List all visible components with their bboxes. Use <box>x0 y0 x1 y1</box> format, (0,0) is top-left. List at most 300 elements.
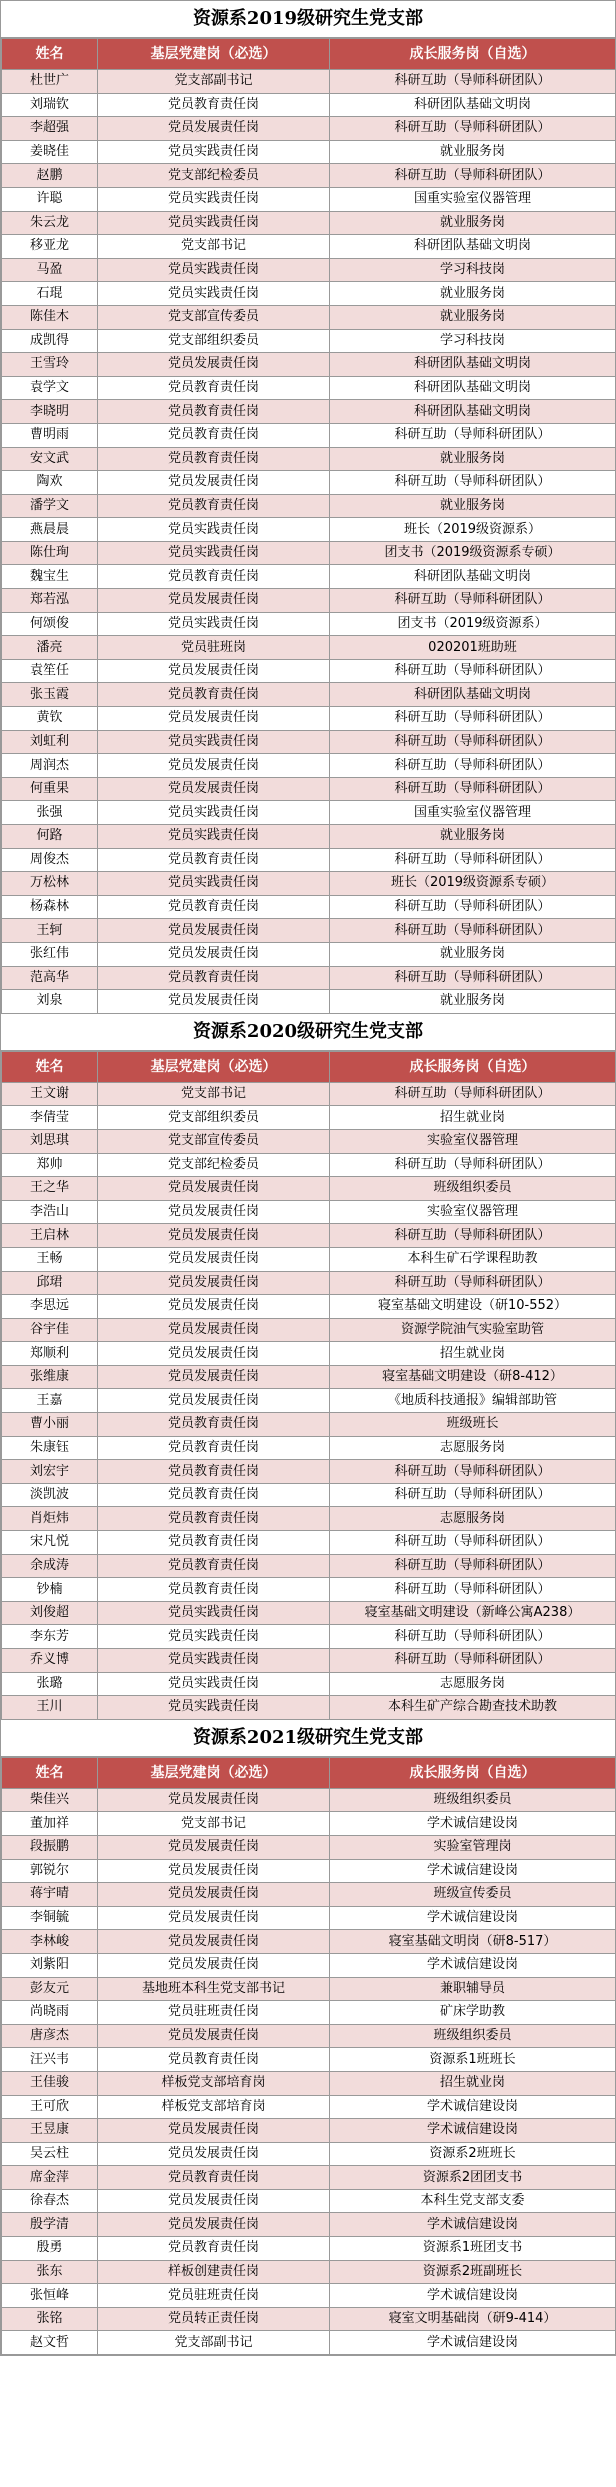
cell-party-post: 党支部书记 <box>98 235 330 259</box>
cell-service-post: 科研互助（导师科研团队） <box>330 1271 616 1295</box>
cell-service-post: 学术诚信建设岗 <box>330 2284 616 2308</box>
table-row <box>2 1460 616 1484</box>
cell-party-post: 党员教育责任岗 <box>98 1413 330 1437</box>
cell-party-post: 党支部组织委员 <box>98 1106 330 1130</box>
cell-party-post: 党员教育责任岗 <box>98 2166 330 2190</box>
table-row <box>2 2071 616 2095</box>
table-row <box>2 117 616 141</box>
section-title: 资源系2020级研究生党支部 <box>1 1014 615 1051</box>
cell-party-post: 党员教育责任岗 <box>98 1578 330 1602</box>
cell-service-post: 科研互助（导师科研团队） <box>330 1649 616 1673</box>
table-row <box>2 1365 616 1389</box>
cell-service-post: 科研团队基础文明岗 <box>330 93 616 117</box>
cell-service-post: 就业服务岗 <box>330 447 616 471</box>
cell-party-post: 党员实践责任岗 <box>98 1649 330 1673</box>
cell-name: 王可欣 <box>2 2095 98 2119</box>
section-title: 资源系2019级研究生党支部 <box>1 1 615 38</box>
cell-party-post: 党员实践责任岗 <box>98 541 330 565</box>
cell-service-post: 就业服务岗 <box>330 282 616 306</box>
cell-service-post: 本科生矿石学课程助教 <box>330 1247 616 1271</box>
cell-name: 曹明雨 <box>2 423 98 447</box>
cell-name: 王轲 <box>2 919 98 943</box>
cell-party-post: 党员教育责任岗 <box>98 93 330 117</box>
cell-party-post: 党员发展责任岗 <box>98 117 330 141</box>
cell-name: 席金萍 <box>2 2166 98 2190</box>
cell-name: 何颂俊 <box>2 612 98 636</box>
cell-name: 潘学文 <box>2 494 98 518</box>
cell-name: 唐彦杰 <box>2 2024 98 2048</box>
cell-party-post: 党员实践责任岗 <box>98 1625 330 1649</box>
cell-name: 蒋宇晴 <box>2 1883 98 1907</box>
table-row <box>2 2095 616 2119</box>
table-row <box>2 872 616 896</box>
cell-name: 移亚龙 <box>2 235 98 259</box>
cell-service-post: 科研互助（导师科研团队） <box>330 117 616 141</box>
cell-service-post: 科研互助（导师科研团队） <box>330 659 616 683</box>
cell-service-post: 学术诚信建设岗 <box>330 2119 616 2143</box>
roster-table <box>1 1757 616 2355</box>
table-row <box>2 329 616 353</box>
cell-party-post: 党员教育责任岗 <box>98 400 330 424</box>
cell-party-post: 党员教育责任岗 <box>98 565 330 589</box>
cell-service-post: 招生就业岗 <box>330 1342 616 1366</box>
table-row <box>2 1247 616 1271</box>
cell-service-post: 就业服务岗 <box>330 305 616 329</box>
cell-party-post: 党支部副书记 <box>98 2331 330 2355</box>
cell-name: 谷宇佳 <box>2 1318 98 1342</box>
cell-service-post: 团支书（2019级资源系专硕） <box>330 541 616 565</box>
table-header-row <box>2 1051 616 1082</box>
cell-name: 郑若泓 <box>2 589 98 613</box>
table-header-row <box>2 1757 616 1788</box>
cell-service-post: 本科生党支部支委 <box>330 2189 616 2213</box>
cell-service-post: 020201班助班 <box>330 636 616 660</box>
cell-party-post: 党支部书记 <box>98 1082 330 1106</box>
table-row <box>2 2237 616 2261</box>
table-row <box>2 2213 616 2237</box>
cell-party-post: 党员教育责任岗 <box>98 2048 330 2072</box>
cell-name: 张东 <box>2 2260 98 2284</box>
cell-service-post: 学术诚信建设岗 <box>330 1859 616 1883</box>
table-row <box>2 541 616 565</box>
cell-name: 李思远 <box>2 1295 98 1319</box>
cell-service-post: 科研互助（导师科研团队） <box>330 70 616 94</box>
header-name: 姓名 <box>2 1051 98 1082</box>
table-row <box>2 1483 616 1507</box>
cell-party-post: 党支部书记 <box>98 1812 330 1836</box>
cell-service-post: 实验室仪器管理 <box>330 1129 616 1153</box>
cell-service-post: 学习科技岗 <box>330 329 616 353</box>
table-row <box>2 1835 616 1859</box>
cell-party-post: 党员实践责任岗 <box>98 140 330 164</box>
cell-name: 淡凯波 <box>2 1483 98 1507</box>
cell-party-post: 党员驻班岗 <box>98 636 330 660</box>
cell-service-post: 科研互助（导师科研团队） <box>330 1554 616 1578</box>
cell-party-post: 党员发展责任岗 <box>98 1389 330 1413</box>
table-row <box>2 2166 616 2190</box>
cell-service-post: 班长（2019级资源系专硕） <box>330 872 616 896</box>
cell-name: 张铭 <box>2 2307 98 2331</box>
cell-party-post: 党员实践责任岗 <box>98 612 330 636</box>
cell-name: 许聪 <box>2 187 98 211</box>
table-row <box>2 1389 616 1413</box>
cell-party-post: 党员教育责任岗 <box>98 494 330 518</box>
cell-name: 李晓明 <box>2 400 98 424</box>
cell-party-post: 党员教育责任岗 <box>98 683 330 707</box>
cell-service-post: 学术诚信建设岗 <box>330 1953 616 1977</box>
table-row <box>2 1342 616 1366</box>
cell-service-post: 学术诚信建设岗 <box>330 2213 616 2237</box>
cell-name: 李浩山 <box>2 1200 98 1224</box>
cell-name: 张红伟 <box>2 942 98 966</box>
header-service-post: 成长服务岗（自选） <box>330 39 616 70</box>
cell-party-post: 党员发展责任岗 <box>98 2189 330 2213</box>
cell-service-post: 本科生矿产综合勘查技术助教 <box>330 1696 616 1720</box>
cell-party-post: 党员教育责任岗 <box>98 848 330 872</box>
header-party-post: 基层党建岗（必选） <box>98 1051 330 1082</box>
table-row <box>2 1224 616 1248</box>
cell-service-post: 科研互助（导师科研团队） <box>330 730 616 754</box>
cell-service-post: 科研互助（导师科研团队） <box>330 1483 616 1507</box>
cell-service-post: 寝室基础文明建设（研10-552） <box>330 1295 616 1319</box>
table-row <box>2 1129 616 1153</box>
table-row <box>2 636 616 660</box>
header-name: 姓名 <box>2 1757 98 1788</box>
cell-name: 邱珺 <box>2 1271 98 1295</box>
table-row <box>2 1106 616 1130</box>
cell-party-post: 党员发展责任岗 <box>98 589 330 613</box>
cell-service-post: 资源系2班班长 <box>330 2142 616 2166</box>
cell-name: 钞楠 <box>2 1578 98 1602</box>
cell-name: 马盈 <box>2 258 98 282</box>
table-row <box>2 1883 616 1907</box>
cell-service-post: 班级宣传委员 <box>330 1883 616 1907</box>
cell-service-post: 科研互助（导师科研团队） <box>330 1531 616 1555</box>
cell-service-post: 班级组织委员 <box>330 2024 616 2048</box>
cell-name: 董加祥 <box>2 1812 98 1836</box>
cell-party-post: 党支部宣传委员 <box>98 305 330 329</box>
cell-party-post: 党员教育责任岗 <box>98 447 330 471</box>
cell-party-post: 党员教育责任岗 <box>98 1554 330 1578</box>
table-row <box>2 2331 616 2355</box>
cell-name: 徐春杰 <box>2 2189 98 2213</box>
cell-party-post: 党员发展责任岗 <box>98 1365 330 1389</box>
cell-service-post: 学术诚信建设岗 <box>330 1812 616 1836</box>
cell-service-post: 科研互助（导师科研团队） <box>330 1153 616 1177</box>
cell-name: 刘泉 <box>2 990 98 1014</box>
cell-name: 刘虹利 <box>2 730 98 754</box>
cell-party-post: 党员实践责任岗 <box>98 258 330 282</box>
table-row <box>2 707 616 731</box>
cell-name: 李铜毓 <box>2 1906 98 1930</box>
table-row <box>2 70 616 94</box>
cell-name: 黄钦 <box>2 707 98 731</box>
cell-name: 石琨 <box>2 282 98 306</box>
cell-service-post: 资源系1班团支书 <box>330 2237 616 2261</box>
cell-service-post: 就业服务岗 <box>330 825 616 849</box>
cell-name: 刘紫阳 <box>2 1953 98 1977</box>
cell-name: 范高华 <box>2 966 98 990</box>
cell-service-post: 寝室基础文明建设（新峰公寓A238） <box>330 1601 616 1625</box>
cell-name: 汪兴韦 <box>2 2048 98 2072</box>
table-row <box>2 1271 616 1295</box>
cell-service-post: 实验室仪器管理 <box>330 1200 616 1224</box>
table-row <box>2 2307 616 2331</box>
table-row <box>2 2024 616 2048</box>
cell-name: 万松林 <box>2 872 98 896</box>
cell-name: 陶欢 <box>2 471 98 495</box>
cell-name: 杨森林 <box>2 895 98 919</box>
cell-name: 何路 <box>2 825 98 849</box>
cell-name: 肖炬炜 <box>2 1507 98 1531</box>
table-row <box>2 1436 616 1460</box>
cell-party-post: 党员发展责任岗 <box>98 353 330 377</box>
table-row <box>2 565 616 589</box>
cell-service-post: 科研互助（导师科研团队） <box>330 1082 616 1106</box>
cell-service-post: 资源系2班副班长 <box>330 2260 616 2284</box>
table-row <box>2 2001 616 2025</box>
cell-name: 刘俊超 <box>2 1601 98 1625</box>
cell-service-post: 班级组织委员 <box>330 1788 616 1812</box>
table-row <box>2 282 616 306</box>
cell-service-post: 资源系2团团支书 <box>330 2166 616 2190</box>
table-row <box>2 1672 616 1696</box>
cell-service-post: 班级组织委员 <box>330 1177 616 1201</box>
cell-party-post: 党员实践责任岗 <box>98 518 330 542</box>
cell-party-post: 党员实践责任岗 <box>98 1601 330 1625</box>
cell-name: 李东芳 <box>2 1625 98 1649</box>
cell-service-post: 兼职辅导员 <box>330 1977 616 2001</box>
header-service-post: 成长服务岗（自选） <box>330 1757 616 1788</box>
cell-name: 李倩莹 <box>2 1106 98 1130</box>
cell-name: 赵文哲 <box>2 2331 98 2355</box>
cell-service-post: 班长（2019级资源系） <box>330 518 616 542</box>
table-row <box>2 164 616 188</box>
cell-party-post: 党员发展责任岗 <box>98 1859 330 1883</box>
cell-name: 刘宏宇 <box>2 1460 98 1484</box>
cell-name: 王佳骏 <box>2 2071 98 2095</box>
table-row <box>2 1812 616 1836</box>
cell-name: 郑帅 <box>2 1153 98 1177</box>
cell-service-post: 科研团队基础文明岗 <box>330 376 616 400</box>
cell-service-post: 科研团队基础文明岗 <box>330 683 616 707</box>
table-row <box>2 447 616 471</box>
cell-name: 王川 <box>2 1696 98 1720</box>
table-row <box>2 1082 616 1106</box>
table-row <box>2 966 616 990</box>
cell-service-post: 国重实验室仪器管理 <box>330 187 616 211</box>
cell-party-post: 党员发展责任岗 <box>98 1295 330 1319</box>
cell-party-post: 党员教育责任岗 <box>98 1483 330 1507</box>
cell-service-post: 寝室基础文明建设（研8-412） <box>330 1365 616 1389</box>
roster-table <box>1 38 616 1014</box>
table-row <box>2 1649 616 1673</box>
cell-service-post: 就业服务岗 <box>330 140 616 164</box>
cell-party-post: 党员发展责任岗 <box>98 707 330 731</box>
section-title: 资源系2021级研究生党支部 <box>1 1720 615 1757</box>
cell-service-post: 科研互助（导师科研团队） <box>330 471 616 495</box>
cell-service-post: 科研互助（导师科研团队） <box>330 1460 616 1484</box>
cell-party-post: 党员驻班责任岗 <box>98 2284 330 2308</box>
table-row <box>2 1696 616 1720</box>
cell-party-post: 党员教育责任岗 <box>98 1460 330 1484</box>
cell-service-post: 《地质科技通报》编辑部助管 <box>330 1389 616 1413</box>
cell-party-post: 样板创建责任岗 <box>98 2260 330 2284</box>
table-row <box>2 848 616 872</box>
cell-party-post: 党员教育责任岗 <box>98 1531 330 1555</box>
cell-service-post: 学术诚信建设岗 <box>330 2331 616 2355</box>
cell-service-post: 科研互助（导师科研团队） <box>330 164 616 188</box>
cell-party-post: 党员教育责任岗 <box>98 966 330 990</box>
table-row <box>2 1507 616 1531</box>
cell-service-post: 科研互助（导师科研团队） <box>330 777 616 801</box>
table-row <box>2 1200 616 1224</box>
cell-party-post: 党员发展责任岗 <box>98 1200 330 1224</box>
cell-service-post: 寝室基础文明岗（研8-517） <box>330 1930 616 1954</box>
table-row <box>2 919 616 943</box>
cell-name: 张璐 <box>2 1672 98 1696</box>
table-row <box>2 801 616 825</box>
table-row <box>2 1554 616 1578</box>
cell-name: 赵鹏 <box>2 164 98 188</box>
table-row <box>2 1601 616 1625</box>
cell-party-post: 党支部纪检委员 <box>98 1153 330 1177</box>
cell-party-post: 党员发展责任岗 <box>98 2142 330 2166</box>
header-party-post: 基层党建岗（必选） <box>98 39 330 70</box>
cell-name: 郭锐尔 <box>2 1859 98 1883</box>
cell-party-post: 样板党支部培育岗 <box>98 2071 330 2095</box>
table-row <box>2 777 616 801</box>
cell-service-post: 科研团队基础文明岗 <box>330 235 616 259</box>
cell-name: 杜世广 <box>2 70 98 94</box>
table-row <box>2 518 616 542</box>
cell-name: 成凯得 <box>2 329 98 353</box>
cell-service-post: 实验室管理岗 <box>330 1835 616 1859</box>
cell-party-post: 党员发展责任岗 <box>98 1318 330 1342</box>
table-row <box>2 400 616 424</box>
cell-name: 姜晓佳 <box>2 140 98 164</box>
cell-service-post: 科研互助（导师科研团队） <box>330 754 616 778</box>
table-row <box>2 1177 616 1201</box>
cell-party-post: 党员发展责任岗 <box>98 942 330 966</box>
cell-name: 刘思琪 <box>2 1129 98 1153</box>
cell-service-post: 国重实验室仪器管理 <box>330 801 616 825</box>
table-row <box>2 494 616 518</box>
cell-name: 周俊杰 <box>2 848 98 872</box>
cell-party-post: 党员发展责任岗 <box>98 1883 330 1907</box>
cell-name: 李超强 <box>2 117 98 141</box>
cell-service-post: 班级班长 <box>330 1413 616 1437</box>
cell-party-post: 党员教育责任岗 <box>98 1436 330 1460</box>
cell-service-post: 志愿服务岗 <box>330 1672 616 1696</box>
cell-service-post: 志愿服务岗 <box>330 1436 616 1460</box>
table-row <box>2 1625 616 1649</box>
cell-name: 吴云柱 <box>2 2142 98 2166</box>
cell-name: 殷勇 <box>2 2237 98 2261</box>
cell-name: 殷学清 <box>2 2213 98 2237</box>
cell-service-post: 科研团队基础文明岗 <box>330 565 616 589</box>
cell-name: 潘亮 <box>2 636 98 660</box>
cell-name: 乔义博 <box>2 1649 98 1673</box>
cell-service-post: 科研互助（导师科研团队） <box>330 1578 616 1602</box>
table-row <box>2 1578 616 1602</box>
cell-party-post: 党员教育责任岗 <box>98 895 330 919</box>
cell-party-post: 党员发展责任岗 <box>98 754 330 778</box>
cell-party-post: 党员发展责任岗 <box>98 2213 330 2237</box>
table-row <box>2 2048 616 2072</box>
cell-service-post: 招生就业岗 <box>330 2071 616 2095</box>
table-row <box>2 754 616 778</box>
cell-service-post: 科研互助（导师科研团队） <box>330 848 616 872</box>
cell-name: 余成涛 <box>2 1554 98 1578</box>
cell-service-post: 学习科技岗 <box>330 258 616 282</box>
cell-service-post: 志愿服务岗 <box>330 1507 616 1531</box>
cell-name: 陈仕珣 <box>2 541 98 565</box>
cell-party-post: 党员教育责任岗 <box>98 423 330 447</box>
cell-name: 彭友元 <box>2 1977 98 2001</box>
cell-party-post: 党员发展责任岗 <box>98 2024 330 2048</box>
cell-service-post: 科研互助（导师科研团队） <box>330 1625 616 1649</box>
cell-service-post: 资源学院油气实验室助管 <box>330 1318 616 1342</box>
table-row <box>2 93 616 117</box>
table-row <box>2 187 616 211</box>
cell-party-post: 党员发展责任岗 <box>98 1788 330 1812</box>
cell-name: 尚晓雨 <box>2 2001 98 2025</box>
cell-service-post: 科研互助（导师科研团队） <box>330 423 616 447</box>
cell-service-post: 科研互助（导师科研团队） <box>330 1224 616 1248</box>
cell-party-post: 党员发展责任岗 <box>98 919 330 943</box>
cell-party-post: 党员实践责任岗 <box>98 282 330 306</box>
cell-name: 张玉霞 <box>2 683 98 707</box>
table-row <box>2 1531 616 1555</box>
cell-party-post: 党员教育责任岗 <box>98 2237 330 2261</box>
table-row <box>2 1977 616 2001</box>
cell-party-post: 党员发展责任岗 <box>98 777 330 801</box>
cell-service-post: 资源系1班班长 <box>330 2048 616 2072</box>
cell-name: 陈佳木 <box>2 305 98 329</box>
cell-service-post: 学术诚信建设岗 <box>330 2095 616 2119</box>
cell-name: 郑顺利 <box>2 1342 98 1366</box>
cell-party-post: 党员实践责任岗 <box>98 1696 330 1720</box>
table-row <box>2 305 616 329</box>
table-row <box>2 1153 616 1177</box>
cell-party-post: 党员发展责任岗 <box>98 1177 330 1201</box>
cell-party-post: 党员发展责任岗 <box>98 1906 330 1930</box>
cell-name: 王启林 <box>2 1224 98 1248</box>
cell-service-post: 就业服务岗 <box>330 990 616 1014</box>
cell-party-post: 基地班本科生党支部书记 <box>98 1977 330 2001</box>
cell-party-post: 党员发展责任岗 <box>98 1953 330 1977</box>
cell-party-post: 党员实践责任岗 <box>98 211 330 235</box>
cell-service-post: 科研互助（导师科研团队） <box>330 589 616 613</box>
table-row <box>2 990 616 1014</box>
cell-party-post: 党员发展责任岗 <box>98 1224 330 1248</box>
header-service-post: 成长服务岗（自选） <box>330 1051 616 1082</box>
cell-party-post: 党员发展责任岗 <box>98 1930 330 1954</box>
cell-party-post: 党员发展责任岗 <box>98 1271 330 1295</box>
cell-name: 王嘉 <box>2 1389 98 1413</box>
cell-party-post: 党支部副书记 <box>98 70 330 94</box>
cell-party-post: 样板党支部培育岗 <box>98 2095 330 2119</box>
table-row <box>2 471 616 495</box>
table-row <box>2 1930 616 1954</box>
cell-name: 安文武 <box>2 447 98 471</box>
cell-name: 何重果 <box>2 777 98 801</box>
cell-name: 周润杰 <box>2 754 98 778</box>
table-row <box>2 825 616 849</box>
table-row <box>2 353 616 377</box>
cell-service-post: 就业服务岗 <box>330 494 616 518</box>
